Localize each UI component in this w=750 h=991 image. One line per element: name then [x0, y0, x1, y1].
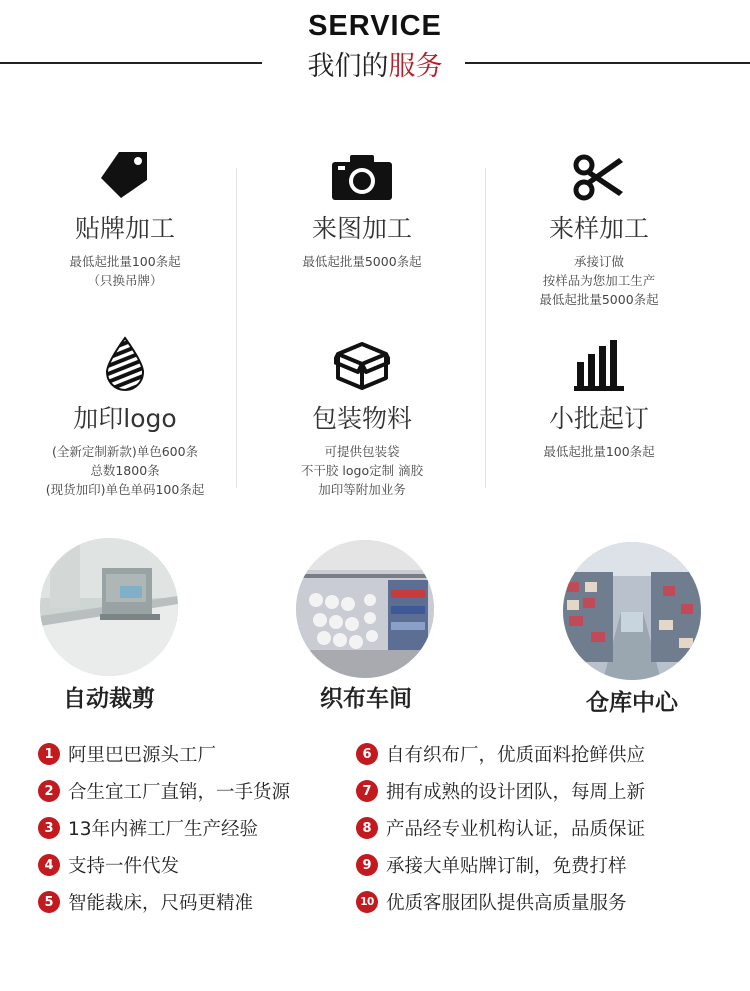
- service-desc-line: 最低起批量100条起: [543, 444, 655, 459]
- service-desc-line: 加印等附加业务: [318, 482, 406, 497]
- service-desc-line: 最低起批量5000条起: [302, 254, 422, 269]
- facility-label: 织布车间: [320, 686, 412, 712]
- page-header: [0, 0, 750, 100]
- feature-number-badge: 4: [38, 854, 60, 876]
- camera-icon: [237, 140, 487, 202]
- feature-number-badge: 1: [38, 743, 60, 765]
- feature-item: [356, 888, 627, 916]
- weaving-workshop-photo: [296, 540, 434, 678]
- service-desc-line: (全新定制新款)单色600条: [51, 444, 199, 459]
- service-desc-line: 承接订做: [573, 254, 624, 269]
- service-desc-line: 不干胶 logo定制 滴胶: [300, 463, 424, 478]
- service-card-small-batch: [474, 330, 724, 461]
- title-zh: [0, 44, 750, 83]
- service-title: 贴牌加工: [74, 214, 175, 243]
- feature-text: 拥有成熟的设计团队，每周上新: [386, 782, 646, 803]
- feature-item: [38, 814, 258, 842]
- ink-drop-icon: [0, 330, 250, 392]
- cutting-machine-photo: [40, 538, 178, 676]
- feature-text: 产品经专业机构认证，品质保证: [386, 819, 646, 840]
- feature-text: 合生宜工厂直销，一手货源: [68, 782, 291, 803]
- feature-number-badge: 9: [356, 854, 378, 876]
- feature-number-badge: 10: [356, 891, 378, 913]
- feature-number-badge: 8: [356, 817, 378, 839]
- service-card-by-sample: [474, 140, 724, 309]
- service-desc: [474, 252, 724, 309]
- title-zh-part1: 我们的: [307, 51, 389, 82]
- feature-text: 承接大单贴牌订制，免费打样: [386, 856, 627, 877]
- service-desc: [237, 252, 487, 271]
- feature-text: 阿里巴巴源头工厂: [68, 745, 217, 766]
- service-desc-line: (现货加印)单色单码100条起: [45, 482, 205, 497]
- service-desc: [474, 442, 724, 461]
- service-desc-line: 最低起批量100条起: [69, 254, 181, 269]
- service-desc: [0, 252, 250, 290]
- bar-chart-icon: [474, 330, 724, 392]
- service-title: 加印logo: [73, 404, 177, 433]
- service-title: 来样加工: [548, 214, 649, 243]
- feature-item: [356, 740, 645, 768]
- feature-item: [356, 851, 627, 879]
- facility-label: 仓库中心: [586, 690, 678, 716]
- service-title: 来图加工: [311, 214, 412, 243]
- service-title: 包装物料: [311, 404, 412, 433]
- feature-number-badge: 2: [38, 780, 60, 802]
- service-card-by-image: [237, 140, 487, 271]
- scissors-icon: [474, 140, 724, 202]
- feature-text: 智能裁床，尺码更精准: [68, 893, 254, 914]
- feature-text: 支持一件代发: [68, 856, 180, 877]
- facility-label: 自动裁剪: [63, 686, 155, 712]
- service-desc: [0, 442, 250, 499]
- feature-number-badge: 5: [38, 891, 60, 913]
- service-desc: [237, 442, 487, 499]
- service-card-packaging: [237, 330, 487, 499]
- service-card-logo-print: [0, 330, 250, 499]
- title-zh-accent: 服务: [388, 51, 443, 82]
- service-desc-line: 可提供包装袋: [324, 444, 400, 459]
- feature-item: [356, 777, 645, 805]
- feature-text: 优质客服团队提供高质量服务: [386, 893, 627, 914]
- service-desc-line: 最低起批量5000条起: [539, 292, 659, 307]
- service-desc-line: （只换吊牌）: [87, 273, 163, 288]
- feature-item: [38, 851, 179, 879]
- feature-number-badge: 7: [356, 780, 378, 802]
- title-en: SERVICE: [308, 10, 442, 42]
- feature-text: 13年内裤工厂生产经验: [68, 819, 259, 840]
- package-box-icon: [237, 330, 487, 392]
- service-desc-line: 按样品为您加工生产: [542, 273, 656, 288]
- service-card-oem: [0, 140, 250, 290]
- service-desc-line: 总数1800条: [90, 463, 160, 478]
- feature-item: [38, 777, 290, 805]
- feature-item: [38, 740, 216, 768]
- warehouse-photo: [563, 542, 701, 680]
- feature-item: [38, 888, 253, 916]
- feature-text: 自有织布厂，优质面料抢鲜供应: [386, 745, 646, 766]
- feature-item: [356, 814, 645, 842]
- service-title: 小批起订: [548, 404, 649, 433]
- price-tag-icon: [0, 140, 250, 202]
- feature-number-badge: 3: [38, 817, 60, 839]
- feature-number-badge: 6: [356, 743, 378, 765]
